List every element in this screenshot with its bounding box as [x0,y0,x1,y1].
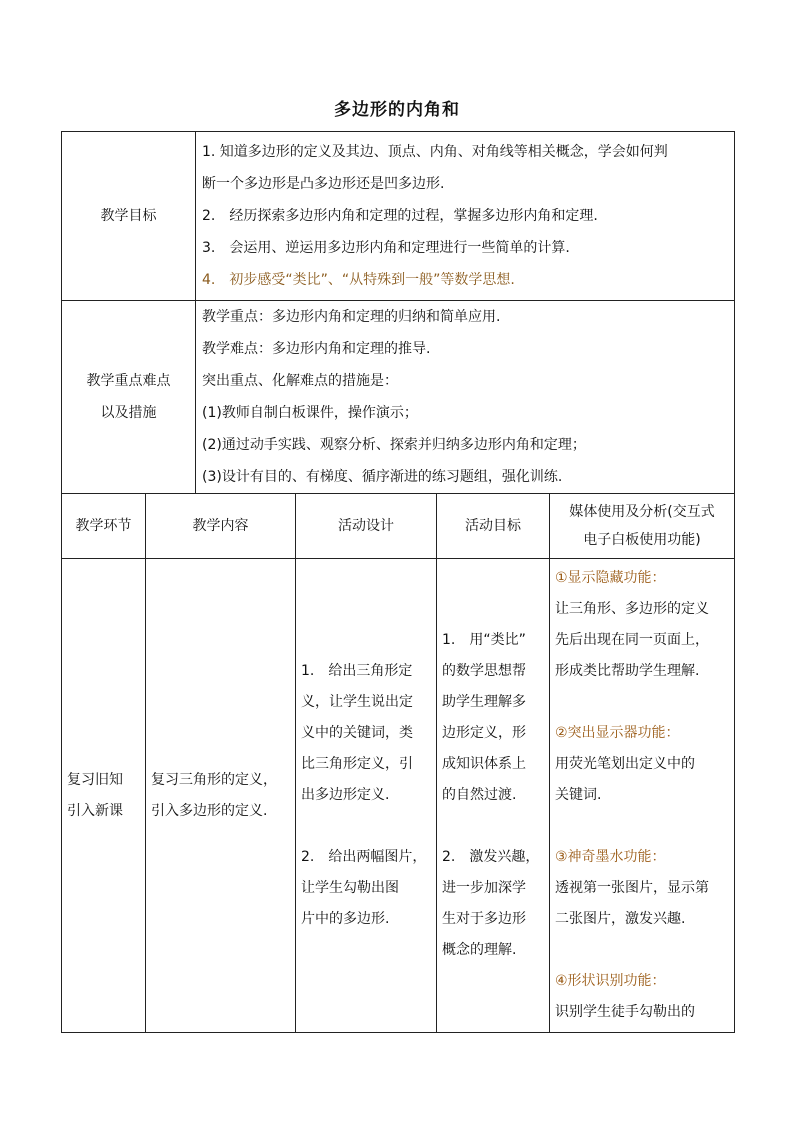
target-line: 1. 用“类比” [442,632,526,648]
keypoint-line: 教学难点：多边形内角和定理的推导. [202,341,431,357]
goal-line: 4. 初步感受“类比”、“从特殊到一般”等数学思想. [202,272,515,288]
header-media [550,494,735,559]
keypoint-line: 教学重点：多边形内角和定理的归纳和简单应用. [202,309,501,325]
target-line: 的自然过渡. [442,787,517,803]
target-cell [437,559,550,1033]
header-activity: 活动设计 [296,494,437,559]
activity-line: 比三角形定义，引 [301,756,413,772]
header-media-line: 媒体使用及分析(交互式 [569,504,715,520]
spacer [555,935,729,966]
header-media-line: 电子白板使用功能) [583,532,701,548]
media-function-title: ②突出显示器功能： [555,725,680,741]
spacer [555,811,729,842]
content-line: 引入多边形的定义. [151,802,268,819]
header-stage: 教学环节 [62,494,146,559]
activity-line: 出多边形定义. [301,787,390,803]
goal-line: 3. 会运用、逆运用多边形内角和定理进行一些简单的计算. [202,240,570,256]
media-line: 用荧光笔划出定义中的 [555,756,695,772]
activity-line: 1. 给出三角形定 [301,663,413,679]
media-line: 让三角形、多边形的定义 [555,601,709,617]
keypoints-label-line: 教学重点难点 [86,373,171,389]
activity-line: 义中的关键词，类 [301,725,413,741]
media-function-title: ③神奇墨水功能： [555,849,666,865]
target-line: 的数学思想帮 [442,663,526,679]
stage-line: 引入新课 [67,802,123,819]
keypoints-label-line: 以及措施 [100,405,157,421]
target-line: 概念的理解. [442,942,517,958]
activity-line: 2. 给出两幅图片， [301,849,427,865]
stage-cell [62,559,146,1033]
table-row [62,559,735,1033]
goals-row [62,132,735,301]
stage-line: 复习旧知 [67,771,123,788]
spacer [301,811,431,842]
media-function-title: ④形状识别功能： [555,973,666,989]
target-line: 助学生理解多 [442,694,526,710]
keypoint-line: (3)设计有目的、有梯度、循序渐进的练习题组，强化训练. [202,469,563,485]
keypoints-content [196,301,735,494]
header-target: 活动目标 [437,494,550,559]
keypoints-row [62,301,735,494]
goals-label: 教学目标 [62,132,196,301]
activity-line: 片中的多边形. [301,911,390,927]
goal-line: 2. 经历探索多边形内角和定理的过程，掌握多边形内角和定理. [202,208,598,224]
content-line: 复习三角形的定义， [151,771,277,788]
keypoint-line: (2)通过动手实践、观察分析、探索并归纳多边形内角和定理； [202,437,586,453]
activity-cell [296,559,437,1033]
target-line: 生对于多边形 [442,911,526,927]
lesson-plan-table [61,131,735,1033]
media-line: 透视第一张图片，显示第 [555,880,709,896]
spacer [555,687,729,718]
media-line: 先后出现在同一页面上， [555,632,709,648]
target-line: 边形定义，形 [442,725,526,741]
target-line: 进一步加深学 [442,880,526,896]
page-title: 多边形的内角和 [334,100,460,120]
header-row [62,494,735,559]
media-line: 形成类比帮助学生理解. [555,663,700,679]
keypoint-line: (1)教师自制白板课件，操作演示； [202,405,418,421]
media-line: 识别学生徒手勾勒出的 [555,1004,695,1020]
goal-line: 1. 知道多边形的定义及其边、顶点、内角、对角线等相关概念，学会如何判 [202,144,668,160]
content-cell [146,559,296,1033]
header-content: 教学内容 [146,494,296,559]
media-cell [550,559,735,1033]
goal-line: 断一个多边形是凸多边形还是凹多边形. [202,176,445,192]
media-function-title: ①显示隐藏功能： [555,570,666,586]
media-line: 二张图片，激发兴趣. [555,911,686,927]
keypoint-line: 突出重点、化解难点的措施是： [202,373,398,389]
keypoints-label [62,301,196,494]
activity-line: 义，让学生说出定 [301,694,413,710]
goals-content [196,132,735,301]
target-line: 成知识体系上 [442,756,526,772]
activity-line: 让学生勾勒出图 [301,880,399,896]
media-line: 关键词. [555,787,602,803]
spacer [442,811,544,842]
target-line: 2. 激发兴趣， [442,849,540,865]
